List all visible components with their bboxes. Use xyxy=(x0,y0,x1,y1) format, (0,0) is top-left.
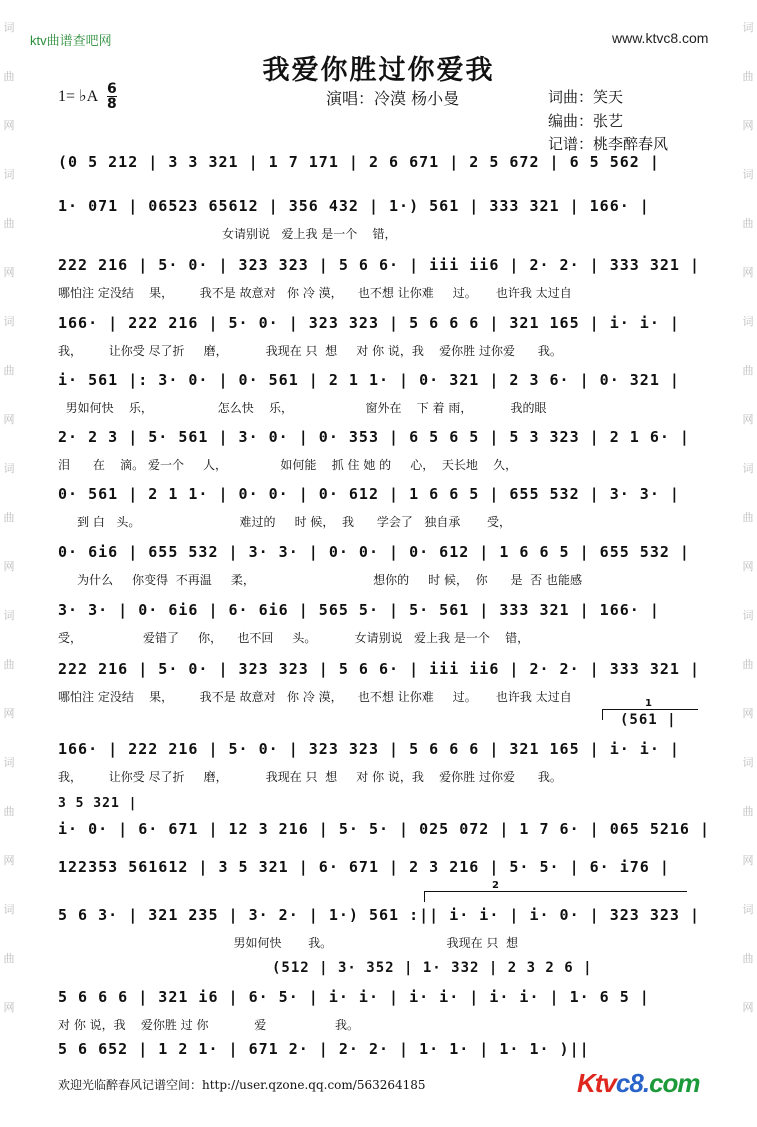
watermark-char: 词 xyxy=(3,756,15,769)
watermark-char: 网 xyxy=(3,119,15,132)
watermark-char: 词 xyxy=(742,168,754,181)
watermark-char: 词 xyxy=(3,609,15,622)
singers: 演唱：冷漠 杨小曼 xyxy=(326,89,460,108)
notation-line: 3· 3· | 0· 6i6 | 6· 6i6 | 565 5· | 5· 561 | 333 321 | 166· | xyxy=(58,601,660,619)
footer-note: 欢迎光临醉春风记谱空间：http://user.qzone.qq.com/563264185 xyxy=(58,1078,426,1092)
notation-line: 5 6 652 | 1 2 1· | 671 2· | 2· 2· | 1· 1· | 1· 1· )|| xyxy=(58,1040,590,1058)
logo-part-com: com xyxy=(649,1068,700,1098)
notation-line: 0· 6i6 | 655 532 | 3· 3· | 0· 0· | 0· 612 | 1 6 6 5 | 655 532 | xyxy=(58,543,690,561)
watermark-char: 网 xyxy=(3,707,15,720)
watermark-char: 词 xyxy=(3,315,15,328)
meter-top: 6 xyxy=(107,81,117,97)
notation-line: 122353 561612 | 3 5 321 | 6· 671 | 2 3 216 | 5· 5· | 6· i76 | xyxy=(58,858,670,876)
watermark-char: 词 xyxy=(742,756,754,769)
watermark-char: 网 xyxy=(742,707,754,720)
arranger: 编曲：张艺 xyxy=(548,112,624,130)
lyricist-composer: 词曲：笑天 xyxy=(548,88,624,106)
volta-2-bracket xyxy=(424,891,687,902)
lyric-line: 我， 让你受 尽了折 磨， 我现在 只 想 对 你 说，我 爱你胜 过你爱 我。 xyxy=(58,344,562,358)
notation-line: 166· | 222 216 | 5· 0· | 323 323 | 5 6 6 6 | 321 165 | i· i· | xyxy=(58,314,680,332)
logo-part-c8: c8. xyxy=(615,1068,650,1098)
meter-bottom: 8 xyxy=(107,96,117,112)
notation-line: (0 5 212 | 3 3 321 | 1 7 171 | 2 6 671 | 2 5 672 | 6 5 562 | xyxy=(58,153,660,171)
watermark-char: 曲 xyxy=(3,364,15,377)
lyric-line: 到 白 头。 难过的 时 候， 我 学会了 独自承 受， xyxy=(58,515,512,529)
watermark-char: 词 xyxy=(3,462,15,475)
watermark-char: 曲 xyxy=(3,217,15,230)
watermark-char: 网 xyxy=(742,560,754,573)
watermark-char: 曲 xyxy=(742,217,754,230)
watermark-char: 词 xyxy=(742,21,754,34)
notation-line: i· 561 |: 3· 0· | 0· 561 | 2 1 1· | 0· 321 | 2 3 6· | 0· 321 | xyxy=(58,371,680,389)
watermark-char: 网 xyxy=(742,413,754,426)
notation-line: 2· 2 3 | 5· 561 | 3· 0· | 0· 353 | 6 5 6 5 | 5 3 323 | 2 1 6· | xyxy=(58,428,690,446)
volta-1-bracket xyxy=(602,709,698,720)
watermark-char: 曲 xyxy=(742,70,754,83)
logo-part-ktv: Ktv xyxy=(577,1068,616,1098)
time-signature xyxy=(107,82,117,111)
lyric-line: 我， 让你受 尽了折 磨， 我现在 只 想 对 你 说，我 爱你胜 过你爱 我。 xyxy=(58,770,562,784)
watermark-char: 曲 xyxy=(3,70,15,83)
watermark-char: 网 xyxy=(3,1001,15,1014)
watermark-char: 词 xyxy=(3,903,15,916)
notation-line: 5 6 6 6 | 321 i6 | 6· 5· | i· i· | i· i· | i· i· | 1· 6 5 | xyxy=(58,988,650,1006)
notation-line: 222 216 | 5· 0· | 323 323 | 5 6 6· | iii ii6 | 2· 2· | 333 321 | xyxy=(58,256,700,274)
lyric-line: 哪怕注 定没结 果， 我不是 故意对 你 冷 漠， 也不想 让你难 过。 也许我 太过自 xyxy=(58,286,572,300)
watermark-char: 曲 xyxy=(3,952,15,965)
watermark-char: 曲 xyxy=(3,511,15,524)
watermark-char: 网 xyxy=(742,119,754,132)
notation-line: 222 216 | 5· 0· | 323 323 | 5 6 6· | iii ii6 | 2· 2· | 333 321 | xyxy=(58,660,700,678)
volta-1-number: 1 xyxy=(645,698,652,709)
ossia-3: (512 | 3· 352 | 1· 332 | 2 3 2 6 | xyxy=(272,960,593,976)
watermark-char: 曲 xyxy=(3,805,15,818)
watermark-char: 网 xyxy=(3,854,15,867)
watermark-char: 词 xyxy=(3,168,15,181)
watermark-char: 曲 xyxy=(742,658,754,671)
brand-top-right[interactable]: www.ktvc8.com xyxy=(612,30,709,46)
lyric-line: 哪怕注 定没结 果， 我不是 故意对 你 冷 漠， 也不想 让你难 过。 也许我 太过自 xyxy=(58,690,572,704)
watermark-char: 网 xyxy=(742,1001,754,1014)
watermark-char: 网 xyxy=(3,266,15,279)
watermark-char: 曲 xyxy=(742,952,754,965)
key-signature: 1= ♭A xyxy=(58,88,99,105)
watermark-char: 曲 xyxy=(742,805,754,818)
lyric-line: 为什么 你变得 不再温 柔， 想你的 时 候， 你 是 否 也能感 xyxy=(58,573,582,587)
notation-line: 5 6 3· | 321 235 | 3· 2· | 1·) 561 :|| i· i· | i· 0· | 323 323 | xyxy=(58,906,700,924)
volta-2-number: 2 xyxy=(492,880,499,891)
watermark-char: 词 xyxy=(3,21,15,34)
watermark-char: 网 xyxy=(3,413,15,426)
watermark-char: 词 xyxy=(742,609,754,622)
watermark-char: 网 xyxy=(742,266,754,279)
watermark-right xyxy=(741,20,755,1049)
notation-line: 1· 071 | 06523 65612 | 356 432 | 1·) 561 | 333 321 | 166· | xyxy=(58,197,650,215)
watermark-char: 网 xyxy=(3,560,15,573)
watermark-char: 词 xyxy=(742,462,754,475)
watermark-char: 词 xyxy=(742,315,754,328)
ossia-1: (561 | xyxy=(620,712,677,728)
watermark-char: 词 xyxy=(742,903,754,916)
song-title: 我爱你胜过你爱我 xyxy=(262,55,495,86)
watermark-char: 曲 xyxy=(742,511,754,524)
watermark-char: 曲 xyxy=(742,364,754,377)
transcriber: 记谱：桃李醉春风 xyxy=(548,135,669,153)
ossia-2: 3 5 321 | xyxy=(58,796,138,811)
brand-top-left[interactable]: ktv曲谱查吧网 xyxy=(30,33,112,48)
notation-line: i· 0· | 6· 671 | 12 3 216 | 5· 5· | 025 072 | 1 7 6· | 065 5216 | xyxy=(58,820,710,838)
notation-line: 166· | 222 216 | 5· 0· | 323 323 | 5 6 6 6 | 321 165 | i· i· | xyxy=(58,740,680,758)
watermark-left xyxy=(2,20,16,1049)
lyric-line: 男如何快 乐， 怎么快 乐， 窗外在 下 着 雨， 我的眼 xyxy=(58,401,547,415)
lyric-line: 男如何快 我。 我现在 只 想 xyxy=(58,936,519,950)
lyric-line: 对 你 说，我 爱你胜 过 你 爱 我。 xyxy=(58,1018,359,1032)
notation-line: 0· 561 | 2 1 1· | 0· 0· | 0· 612 | 1 6 6 5 | 655 532 | 3· 3· | xyxy=(58,485,680,503)
site-logo[interactable] xyxy=(577,1068,700,1099)
lyric-line: 泪 在 滴。 爱一个 人， 如何能 抓 住 她 的 心， 天长地 久， xyxy=(58,458,518,472)
lyric-line: 受， 爱错了 你， 也不回 头。 女请别说 爱上我 是一个 错， xyxy=(58,631,530,645)
lyric-line: 女请别说 爱上我 是一个 错， xyxy=(58,227,397,241)
watermark-char: 网 xyxy=(742,854,754,867)
watermark-char: 曲 xyxy=(3,658,15,671)
